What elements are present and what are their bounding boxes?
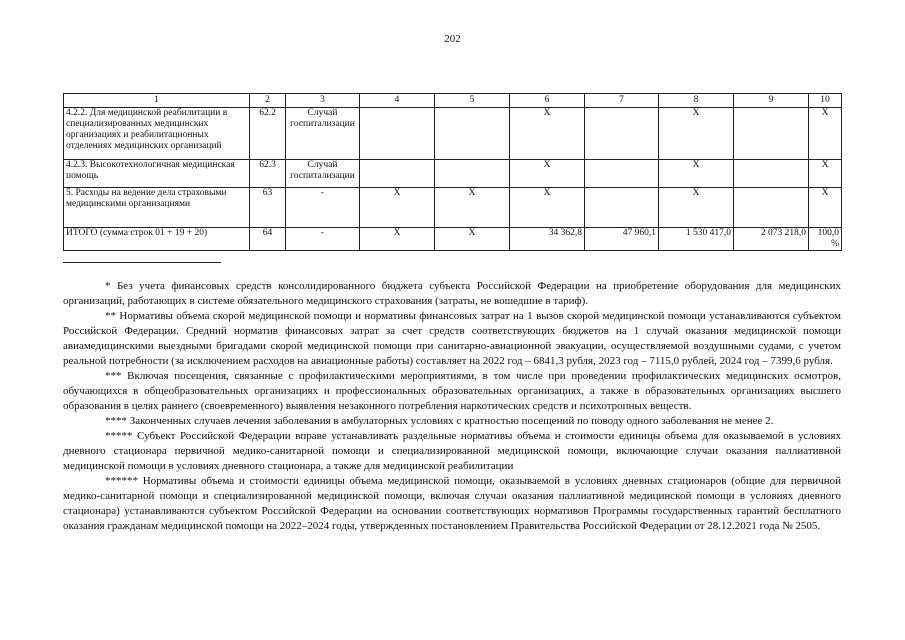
cell: [435, 160, 510, 188]
cell: 2 073 218,0: [734, 228, 809, 251]
cell: 47 960,1: [585, 228, 659, 251]
header-cell: 1: [64, 94, 250, 108]
row-number: 62.3: [250, 160, 286, 188]
cell: Х: [360, 228, 435, 251]
cell: 34 362,8: [510, 228, 585, 251]
cell: Х: [510, 188, 585, 228]
cell: [360, 108, 435, 160]
row-name: 4.2.3. Высокотехнологичная медицинская помощь: [64, 160, 250, 188]
header-cell: 2: [250, 94, 286, 108]
cell: [585, 108, 659, 160]
cell: [585, 188, 659, 228]
footnote: **** Законченных случаев лечения заболевания в амбулаторных условиях с кратностью посещений по поводу одного заболевания не менее 2.: [105, 415, 774, 427]
footnote-divider: [63, 262, 221, 263]
footnote: * Без учета финансовых средств консолидированного бюджета субъекта Российской Федерации на приобретение оборудования для медицинских организаций, работающих в системе обязательного медицинского страхования (затраты, не вошедшие в тариф).: [63, 280, 841, 307]
table-row-total: [64, 228, 842, 251]
footnote: ****** Нормативы объема и стоимости единицы объема медицинской помощи, оказываемой в условиях дневных стационаров (общие для первичной медико-санитарной помощи и специализированной медицинской помощи, включая случаи оказания паллиативной медицинской помощи в условиях дневного стационара) устанавливаются субъектом Российской Федерации на основании соответствующих нормативов Программы государственных гарантий бесплатного оказания гражданам медицинской помощи на 2022–2024 годы, утвержденных постановлением Правительства Российской Федерации от 28.12.2021 года № 2505.: [63, 475, 841, 532]
header-cell: 5: [435, 94, 510, 108]
row-number: 63: [250, 188, 286, 228]
footnote: *** Включая посещения, связанные с профилактическими мероприятиями, в том числе при проведении профилактических медицинских осмотров, обучающихся в общеобразовательных организациях и профессиональных образовательных организациях, а также в образовательных организациях высшего образования в целях раннего (своевременного) выявления незаконного потребления наркотических средств и психотропных веществ.: [63, 370, 841, 412]
header-cell: 7: [585, 94, 659, 108]
cell: [435, 108, 510, 160]
cell: Х: [809, 188, 842, 228]
table-header-row: [64, 94, 842, 108]
header-cell: 3: [286, 94, 360, 108]
cell: [734, 108, 809, 160]
row-number: 62.2: [250, 108, 286, 160]
table-row: [64, 188, 842, 228]
cell: Х: [809, 160, 842, 188]
cell: Х: [659, 108, 734, 160]
header-cell: 4: [360, 94, 435, 108]
cell: Х: [510, 108, 585, 160]
table-row: [64, 108, 842, 160]
row-number: 64: [250, 228, 286, 251]
header-cell: 6: [510, 94, 585, 108]
cell: Х: [360, 188, 435, 228]
row-name: ИТОГО (сумма строк 01 + 19 + 20): [64, 228, 250, 251]
cell: Х: [510, 160, 585, 188]
row-unit: Случай госпитализации: [286, 160, 360, 188]
cell: Х: [659, 188, 734, 228]
header-cell: 9: [734, 94, 809, 108]
cell: [734, 188, 809, 228]
cell: Х: [435, 188, 510, 228]
row-name: 5. Расходы на ведение дела страховыми медицинскими организациями: [64, 188, 250, 228]
footnote: ***** Субъект Российской Федерации вправе устанавливать раздельные нормативы объема и стоимости единицы объема для оказываемой в условиях дневного стационара первичной медико-санитарной помощи и специализированной медицинской помощи, включающие случаи оказания паллиативной медицинской помощи в условиях дневного стационара, а также для медицинской реабилитации: [63, 430, 841, 472]
header-cell: 8: [659, 94, 734, 108]
page-number: 202: [444, 33, 461, 45]
cell: 1 530 417,0: [659, 228, 734, 251]
cell: Х: [809, 108, 842, 160]
cell: [585, 160, 659, 188]
cell: [734, 160, 809, 188]
row-name: 4.2.2. Для медицинской реабилитации в специализированных медицинских организациях и реабилитационных отделениях медицинских организаций: [64, 108, 250, 160]
footnotes: [63, 279, 841, 534]
row-unit: -: [286, 188, 360, 228]
header-cell: 10: [809, 94, 842, 108]
cell: Х: [659, 160, 734, 188]
cell: 100,0 %: [809, 228, 842, 251]
table-row: [64, 160, 842, 188]
data-table: [63, 93, 842, 251]
row-unit: -: [286, 228, 360, 251]
cell: [360, 160, 435, 188]
cell: Х: [435, 228, 510, 251]
footnote: ** Нормативы объема скорой медицинской помощи и нормативы финансовых затрат на 1 вызов скорой медицинской помощи устанавливаются субъектом Российской Федерации. Средний норматив финансовых затрат за счет средств соответствующих бюджетов на 1 случай оказания медицинской помощи авиамедицинскими выездными бригадами скорой медицинской помощи при санитарно-авиационной эвакуации, осуществляемой воздушными судами, с учетом реальной потребности (за исключением расходов на авиационные работы) составляет на 2022 год – 6841,3 рубля, 2023 год – 7115,0 рублей, 2024 год – 7399,6 рубля.: [63, 310, 841, 367]
row-unit: Случай госпитализации: [286, 108, 360, 160]
